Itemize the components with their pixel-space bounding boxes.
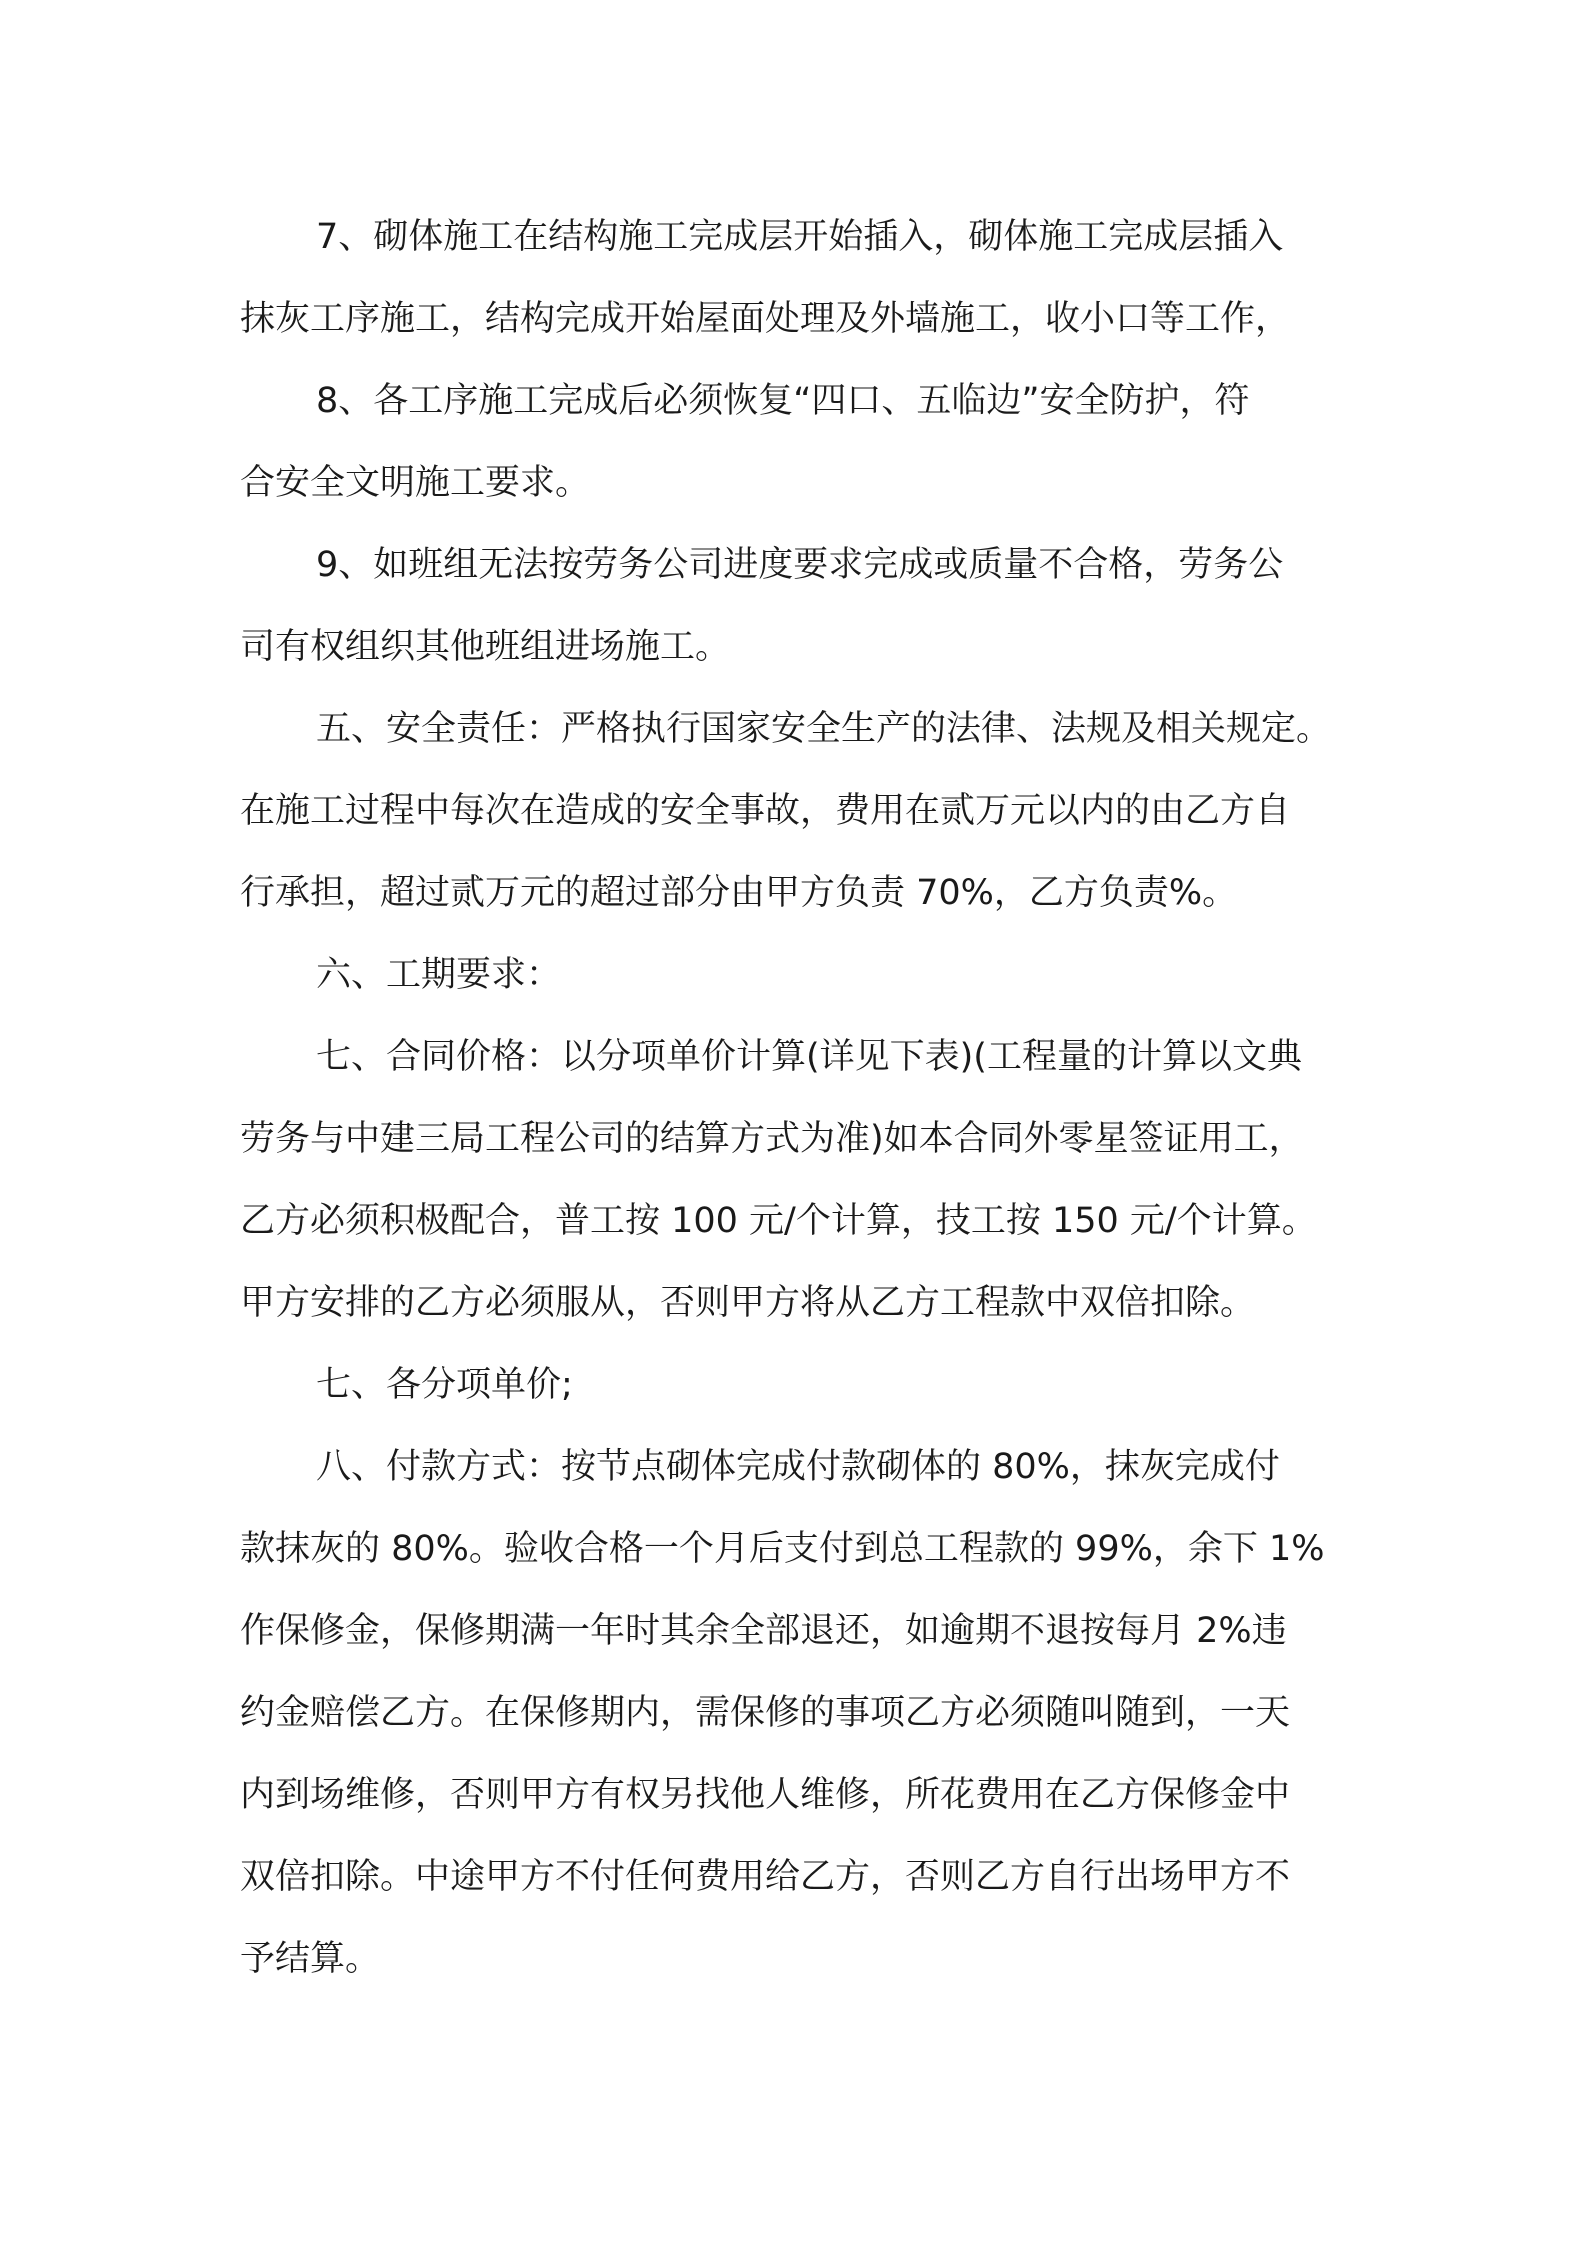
section-safety-line-1: 五、安全责任：严格执行国家安全生产的法律、法规及相关规定。 — [316, 709, 1332, 749]
section-safety-line-2: 在施工过程中每次在造成的安全事故，费用在贰万元以内的由乙方自 — [240, 791, 1291, 831]
clause-9-line-2: 司有权组织其他班组进场施工。 — [240, 627, 731, 667]
clause-7-line-1: 7、砌体施工在结构施工完成层开始插入，砌体施工完成层插入 — [316, 217, 1284, 257]
section-payment-line-7: 予结算。 — [240, 1939, 381, 1979]
clause-8-line-2: 合安全文明施工要求。 — [240, 463, 591, 503]
section-payment-line-2: 款抹灰的 80%。验收合格一个月后支付到总工程款的 99%，余下 1% — [240, 1529, 1325, 1569]
section-payment-line-1: 八、付款方式：按节点砌体完成付款砌体的 80%，抹灰完成付 — [316, 1447, 1280, 1487]
clause-9-line-1: 9、如班组无法按劳务公司进度要求完成或质量不合格，劳务公 — [316, 545, 1284, 585]
clause-8-line-1: 8、各工序施工完成后必须恢复“四口、五临边”安全防护，符 — [316, 381, 1250, 421]
section-payment-line-6: 双倍扣除。中途甲方不付任何费用给乙方，否则乙方自行出场甲方不 — [240, 1857, 1291, 1897]
section-price-line-2: 劳务与中建三局工程公司的结算方式为准)如本合同外零星签证用工， — [240, 1119, 1304, 1159]
section-payment-line-3: 作保修金，保修期满一年时其余全部退还，如逾期不退按每月 2%违 — [240, 1611, 1287, 1651]
section-payment-line-5: 内到场维修，否则甲方有权另找他人维修，所花费用在乙方保修金中 — [240, 1775, 1291, 1815]
section-price-line-4: 甲方安排的乙方必须服从，否则甲方将从乙方工程款中双倍扣除。 — [240, 1283, 1256, 1323]
section-schedule-heading: 六、工期要求： — [316, 955, 562, 995]
section-unit-price-heading: 七、各分项单价; — [316, 1365, 573, 1405]
section-safety-line-3: 行承担，超过贰万元的超过部分由甲方负责 70%，乙方负责%。 — [240, 873, 1238, 913]
section-payment-line-4: 约金赔偿乙方。在保修期内，需保修的事项乙方必须随叫随到，一天 — [240, 1693, 1291, 1733]
document-body — [240, 196, 1360, 2000]
section-price-line-1: 七、合同价格：以分项单价计算(详见下表)(工程量的计算以文典 — [316, 1037, 1302, 1077]
section-price-line-3: 乙方必须积极配合，普工按 100 元/个计算，技工按 150 元/个计算。 — [240, 1201, 1317, 1241]
clause-7-line-2: 抹灰工序施工，结构完成开始屋面处理及外墙施工，收小口等工作， — [240, 299, 1291, 339]
